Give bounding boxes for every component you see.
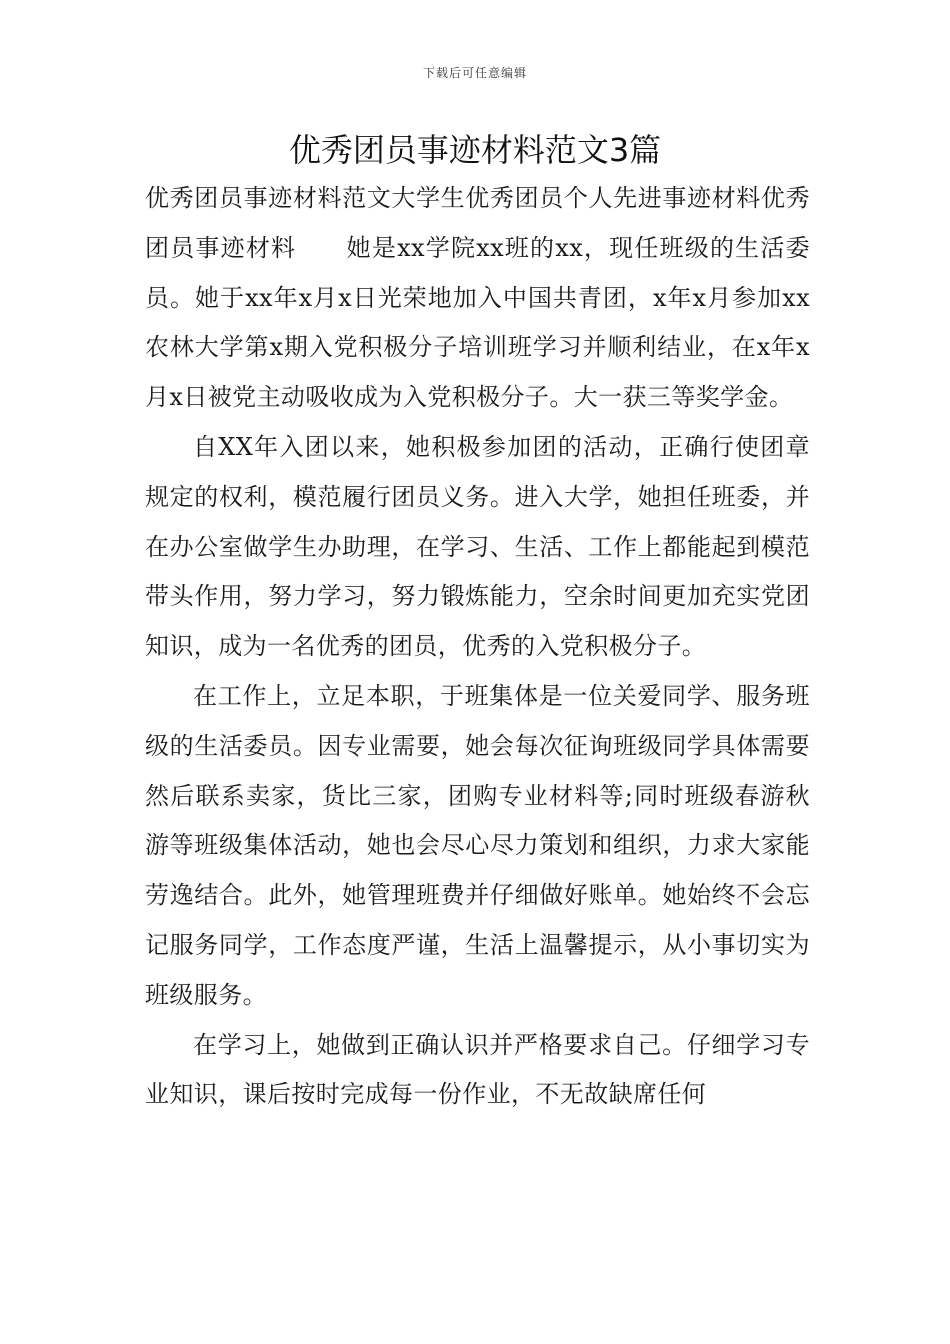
paragraph-membership: 自XX年入团以来，她积极参加团的活动，正确行使团章规定的权利，模范履行团员义务。进入大学，她担任班委，并在办公室做学生办助理，在学习、生活、工作上都能起到模范带头作用，努力学习，努力锻炼能力，空余时间更加充实党团知识，成为一名优秀的团员，优秀的入党积极分子。	[145, 432, 810, 661]
paragraph-study: 在学习上，她做到正确认识并严格要求自己。仔细学习专业知识，课后按时完成每一份作业，不无故缺席任何	[145, 1030, 810, 1109]
header-note: 下载后可任意编辑	[422, 66, 527, 80]
document-title: 优秀团员事迹材料范文3篇	[288, 131, 662, 169]
paragraph-work: 在工作上，立足本职，于班集体是一位关爱同学、服务班级的生活委员。因专业需要，她会每次征询班级同学具体需要然后联系卖家，货比三家，团购专业材料等;同时班级春游秋游等班级集体活动，她也会尽心尽力策划和组织，力求大家能劳逸结合。此外，她管理班费并仔细做好账单。她始终不会忘记服务同学，工作态度严谨，生活上温馨提示，从小事切实为班级服务。	[145, 681, 810, 1009]
document-body	[145, 174, 810, 1120]
paragraph-intro: 优秀团员事迹材料范文大学生优秀团员个人先进事迹材料优秀团员事迹材料 她是xx学院xx班的xx，现任班级的生活委员。她于xx年x月x日光荣地加入中国共青团，x年x月参加xx农林大学第x期入党积极分子培训班学习并顺利结业，在x年x月x日被党主动吸收成为入党积极分子。大一获三等奖学金。	[145, 184, 810, 412]
